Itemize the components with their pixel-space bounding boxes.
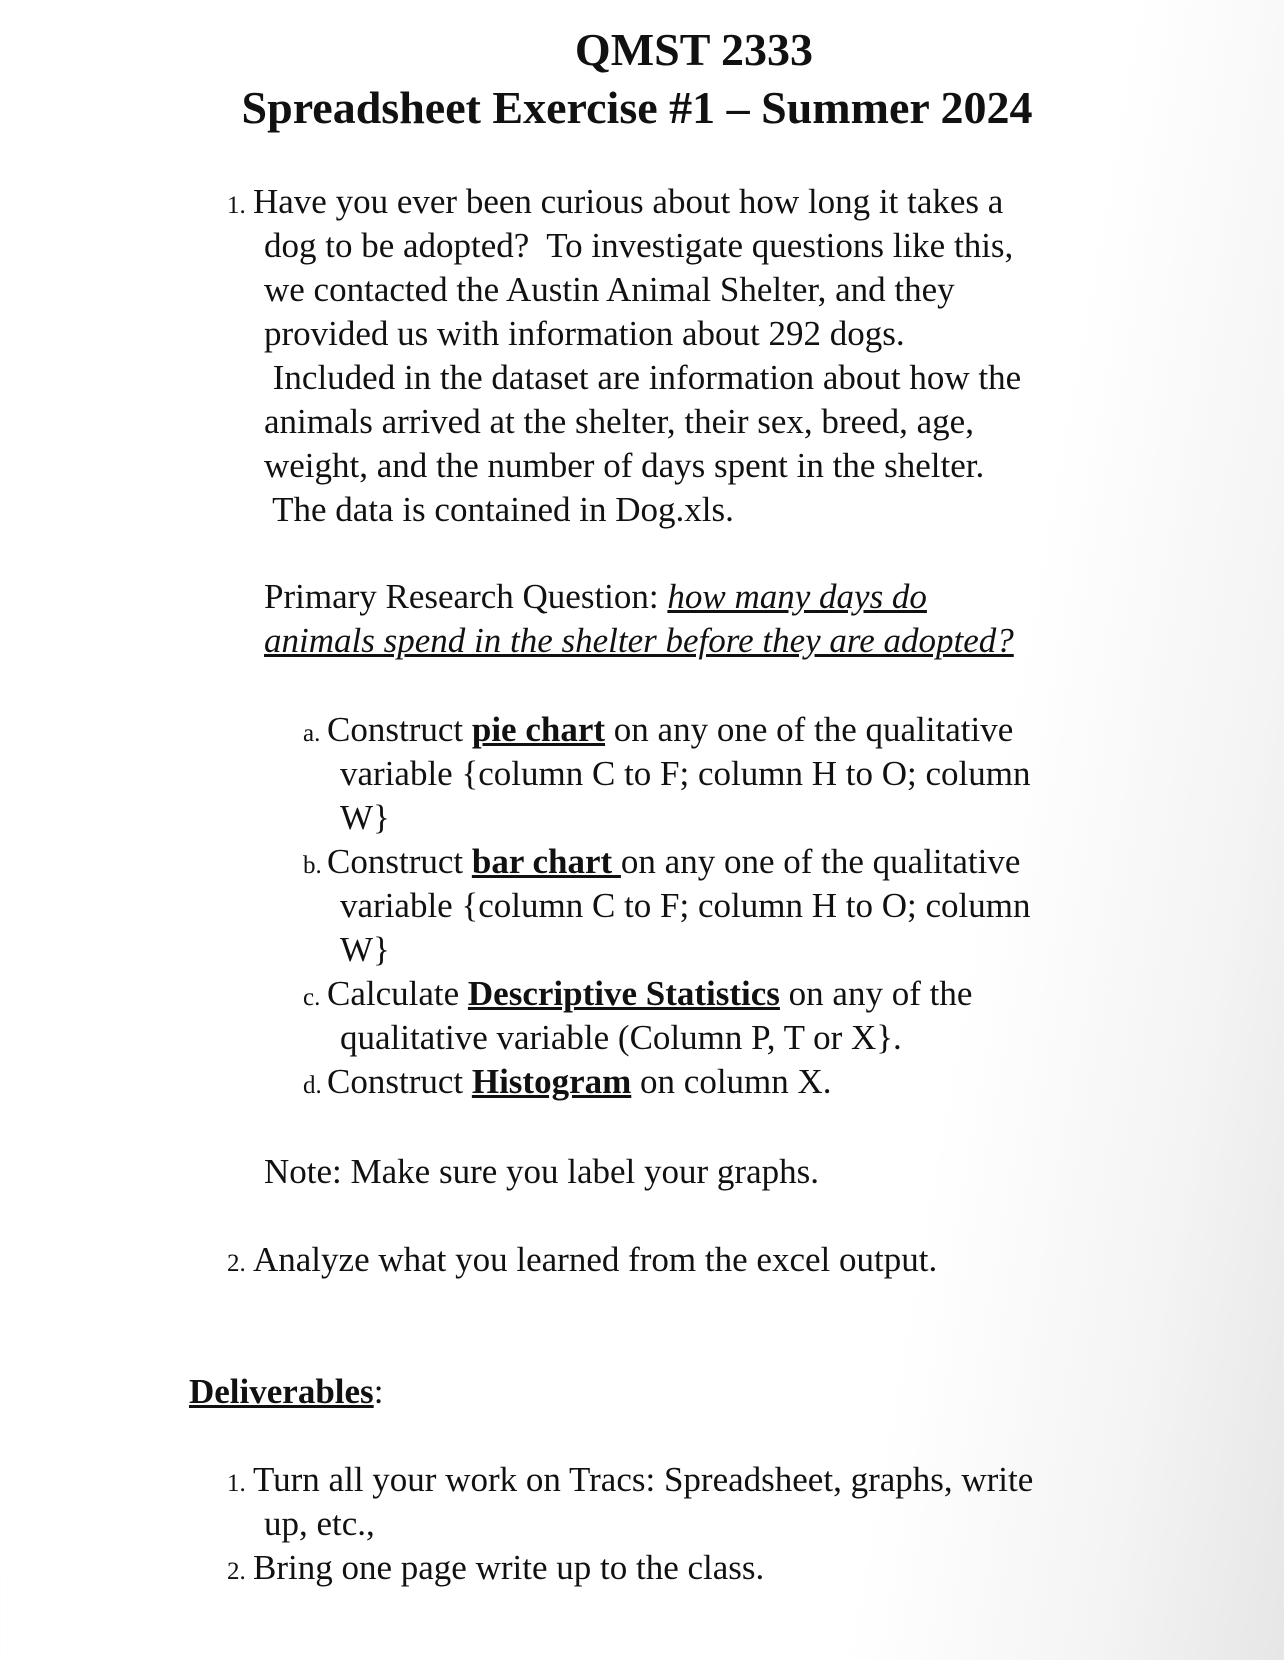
list-marker: 1. — [227, 1470, 246, 1497]
q1-line: provided us with information about 292 dogs. — [264, 314, 905, 353]
pie-chart-term: pie chart — [471, 710, 606, 749]
subitem-b-line: W} — [340, 930, 390, 969]
list-marker: b. — [303, 852, 322, 879]
page-title: Spreadsheet Exercise #1 – Summer 2024 — [241, 82, 1033, 133]
subitem-d: d. Construct Histogram on column X. — [303, 1060, 832, 1108]
subitem-a-line: variable {column C to F; column H to O; column — [340, 754, 1031, 793]
descriptive-statistics-term: Descriptive Statistics — [467, 974, 780, 1013]
q1-line: The data is contained in Dog.xls. — [264, 490, 734, 529]
list-marker: 2. — [227, 1250, 246, 1277]
q1-line: we contacted the Austin Animal Shelter, and they — [264, 270, 955, 309]
subitem-c: c. Calculate Descriptive Statistics on any of the — [303, 972, 972, 1020]
subitem-a-line: W} — [340, 798, 390, 837]
list-marker: a. — [303, 720, 321, 747]
subitem-a: a. Construct pie chart on any one of the qualitative — [303, 708, 1013, 756]
question-2 — [227, 1238, 937, 1286]
course-code: QMST 2333 — [574, 24, 814, 75]
list-marker: 1. — [227, 192, 246, 219]
q1-line: animals arrived at the shelter, their sex, breed, age, — [264, 402, 974, 441]
research-question-label: Primary Research Question: — [264, 577, 668, 616]
q1-line: weight, and the number of days spent in the shelter. — [264, 446, 985, 485]
deliverables-heading: Deliverables: — [189, 1372, 384, 1411]
q1-line: dog to be adopted? To investigate questions like this, — [264, 226, 1014, 265]
subitem-c-line: qualitative variable (Column P, T or X}. — [340, 1018, 902, 1057]
list-marker: d. — [303, 1072, 322, 1099]
subitem-b-line: variable {column C to F; column H to O; column — [340, 886, 1031, 925]
deliverable-item-line: up, etc., — [264, 1504, 375, 1543]
subitem-b: b. Construct bar chart on any one of the qualitative — [303, 840, 1020, 888]
note-text: Note: Make sure you label your graphs. — [264, 1152, 819, 1191]
histogram-term: Histogram — [471, 1062, 632, 1101]
research-question-text: animals spend in the shelter before they are adopted? — [264, 621, 1014, 660]
bar-chart-term: bar chart — [471, 842, 621, 881]
question-2-text: Analyze what you learned from the excel output. — [253, 1240, 938, 1279]
q1-line: Have you ever been curious about how long it takes a — [253, 182, 1004, 221]
deliverable-item: 1. Turn all your work on Tracs: Spreadsheet, graphs, write — [227, 1458, 1033, 1506]
research-question-text: how many days do — [667, 577, 927, 616]
list-marker: c. — [303, 984, 321, 1011]
deliverables-label: Deliverables — [189, 1372, 374, 1411]
q1-line: Included in the dataset are information about how the — [264, 358, 1022, 397]
deliverable-item: 2. Bring one page write up to the class. — [227, 1546, 764, 1594]
research-question — [264, 575, 927, 619]
list-marker: 2. — [227, 1558, 246, 1585]
